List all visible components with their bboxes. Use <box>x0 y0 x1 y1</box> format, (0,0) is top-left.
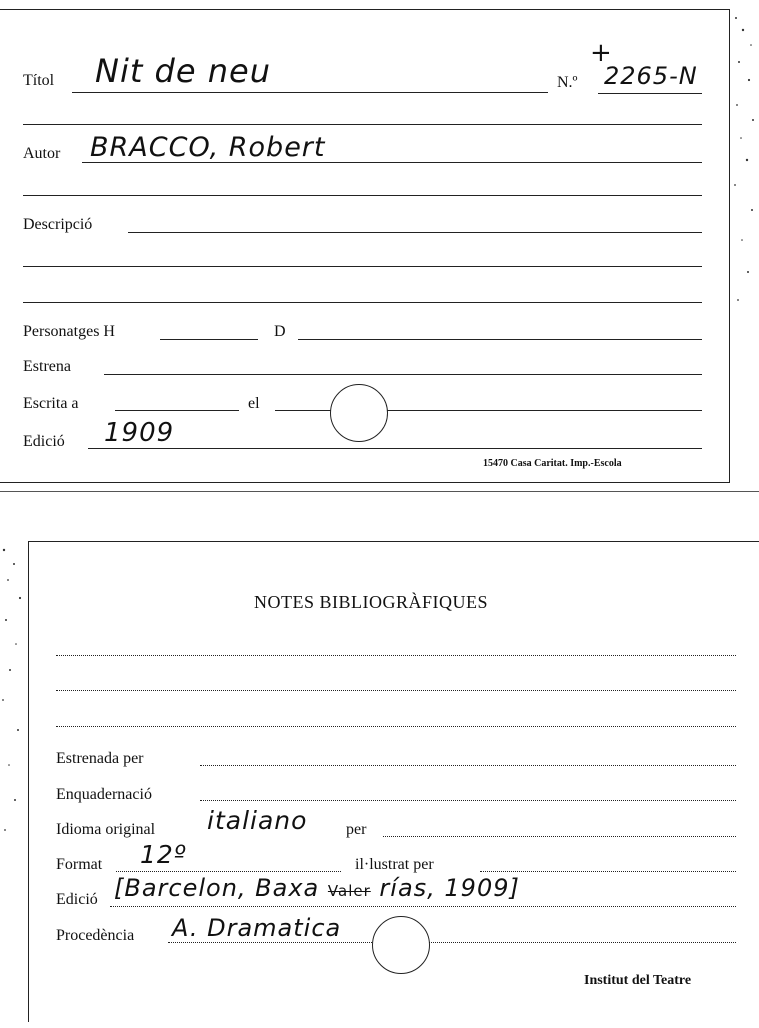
edition-label: Edició <box>23 433 65 450</box>
author-second-rule <box>23 195 702 196</box>
notes-rule-2 <box>56 690 736 691</box>
bibliographic-notes-heading: NOTES BIBLIOGRÀFIQUES <box>254 592 489 612</box>
title-label: Títol <box>23 72 55 89</box>
illustrated-by-rule <box>480 871 736 872</box>
premiere-rule <box>104 374 702 375</box>
edition-value-end: rías, 1909] <box>379 874 520 902</box>
characters-d-label: D <box>274 323 286 340</box>
characters-d-rule <box>298 339 702 340</box>
binding-label: Enquadernació <box>56 786 152 803</box>
characters-label: Personatges H <box>23 323 115 340</box>
edition-label-bottom: Edició <box>56 891 98 908</box>
premiered-by-label: Estrenada per <box>56 750 144 767</box>
premiere-label: Estrena <box>23 358 71 375</box>
description-rule-3 <box>23 302 702 303</box>
format-rule <box>116 871 341 872</box>
stamp-circle-bottom <box>372 916 430 974</box>
notes-rule-3 <box>56 726 736 727</box>
illustrated-by-label: il·lustrat per <box>355 856 434 873</box>
description-rule-1 <box>128 232 702 233</box>
number-rule <box>598 93 702 94</box>
stamp-circle-top <box>330 384 388 442</box>
number-value: 2265-N <box>604 62 698 90</box>
provenance-label: Procedència <box>56 927 135 944</box>
original-language-label: Idioma original <box>56 821 156 838</box>
scan-noise-left <box>0 540 28 840</box>
edition-value-start: [Barcelon, Baxa <box>114 874 320 902</box>
premiered-by-rule <box>200 765 736 766</box>
format-value: 12º <box>140 840 187 869</box>
title-rule <box>72 92 548 93</box>
printer-imprint: 15470 Casa Caritat. Imp.-Escola <box>483 458 622 469</box>
edition-value-struck: Valer <box>327 882 371 900</box>
provenance-value: A. Dramatica <box>172 914 342 942</box>
author-value: BRACCO, Robert <box>90 132 326 163</box>
description-label: Descripció <box>23 216 93 233</box>
edition-value-bottom <box>114 874 520 902</box>
title-value: Nit de neu <box>95 52 271 90</box>
written-on-label: el <box>248 395 260 412</box>
written-label: Escrita a <box>23 395 79 412</box>
original-language-value: italiano <box>207 806 308 835</box>
number-cross-mark: + <box>590 38 613 68</box>
language-per-rule <box>383 836 736 837</box>
binding-rule <box>200 800 736 801</box>
scan-noise-right <box>731 10 759 310</box>
title-second-rule <box>23 124 702 125</box>
format-label: Format <box>56 856 103 873</box>
written-rule <box>115 410 239 411</box>
edition-rule-bottom <box>110 906 736 907</box>
institution-name: Institut del Teatre <box>584 973 692 988</box>
description-rule-2 <box>23 266 702 267</box>
notes-rule-1 <box>56 655 736 656</box>
provenance-rule <box>168 942 736 943</box>
author-label: Autor <box>23 145 61 162</box>
page-divider <box>0 491 759 492</box>
edition-value: 1909 <box>104 418 175 448</box>
language-per-label: per <box>346 821 367 838</box>
characters-h-rule <box>160 339 258 340</box>
edition-rule <box>88 448 702 449</box>
number-label: N.º <box>557 74 578 91</box>
